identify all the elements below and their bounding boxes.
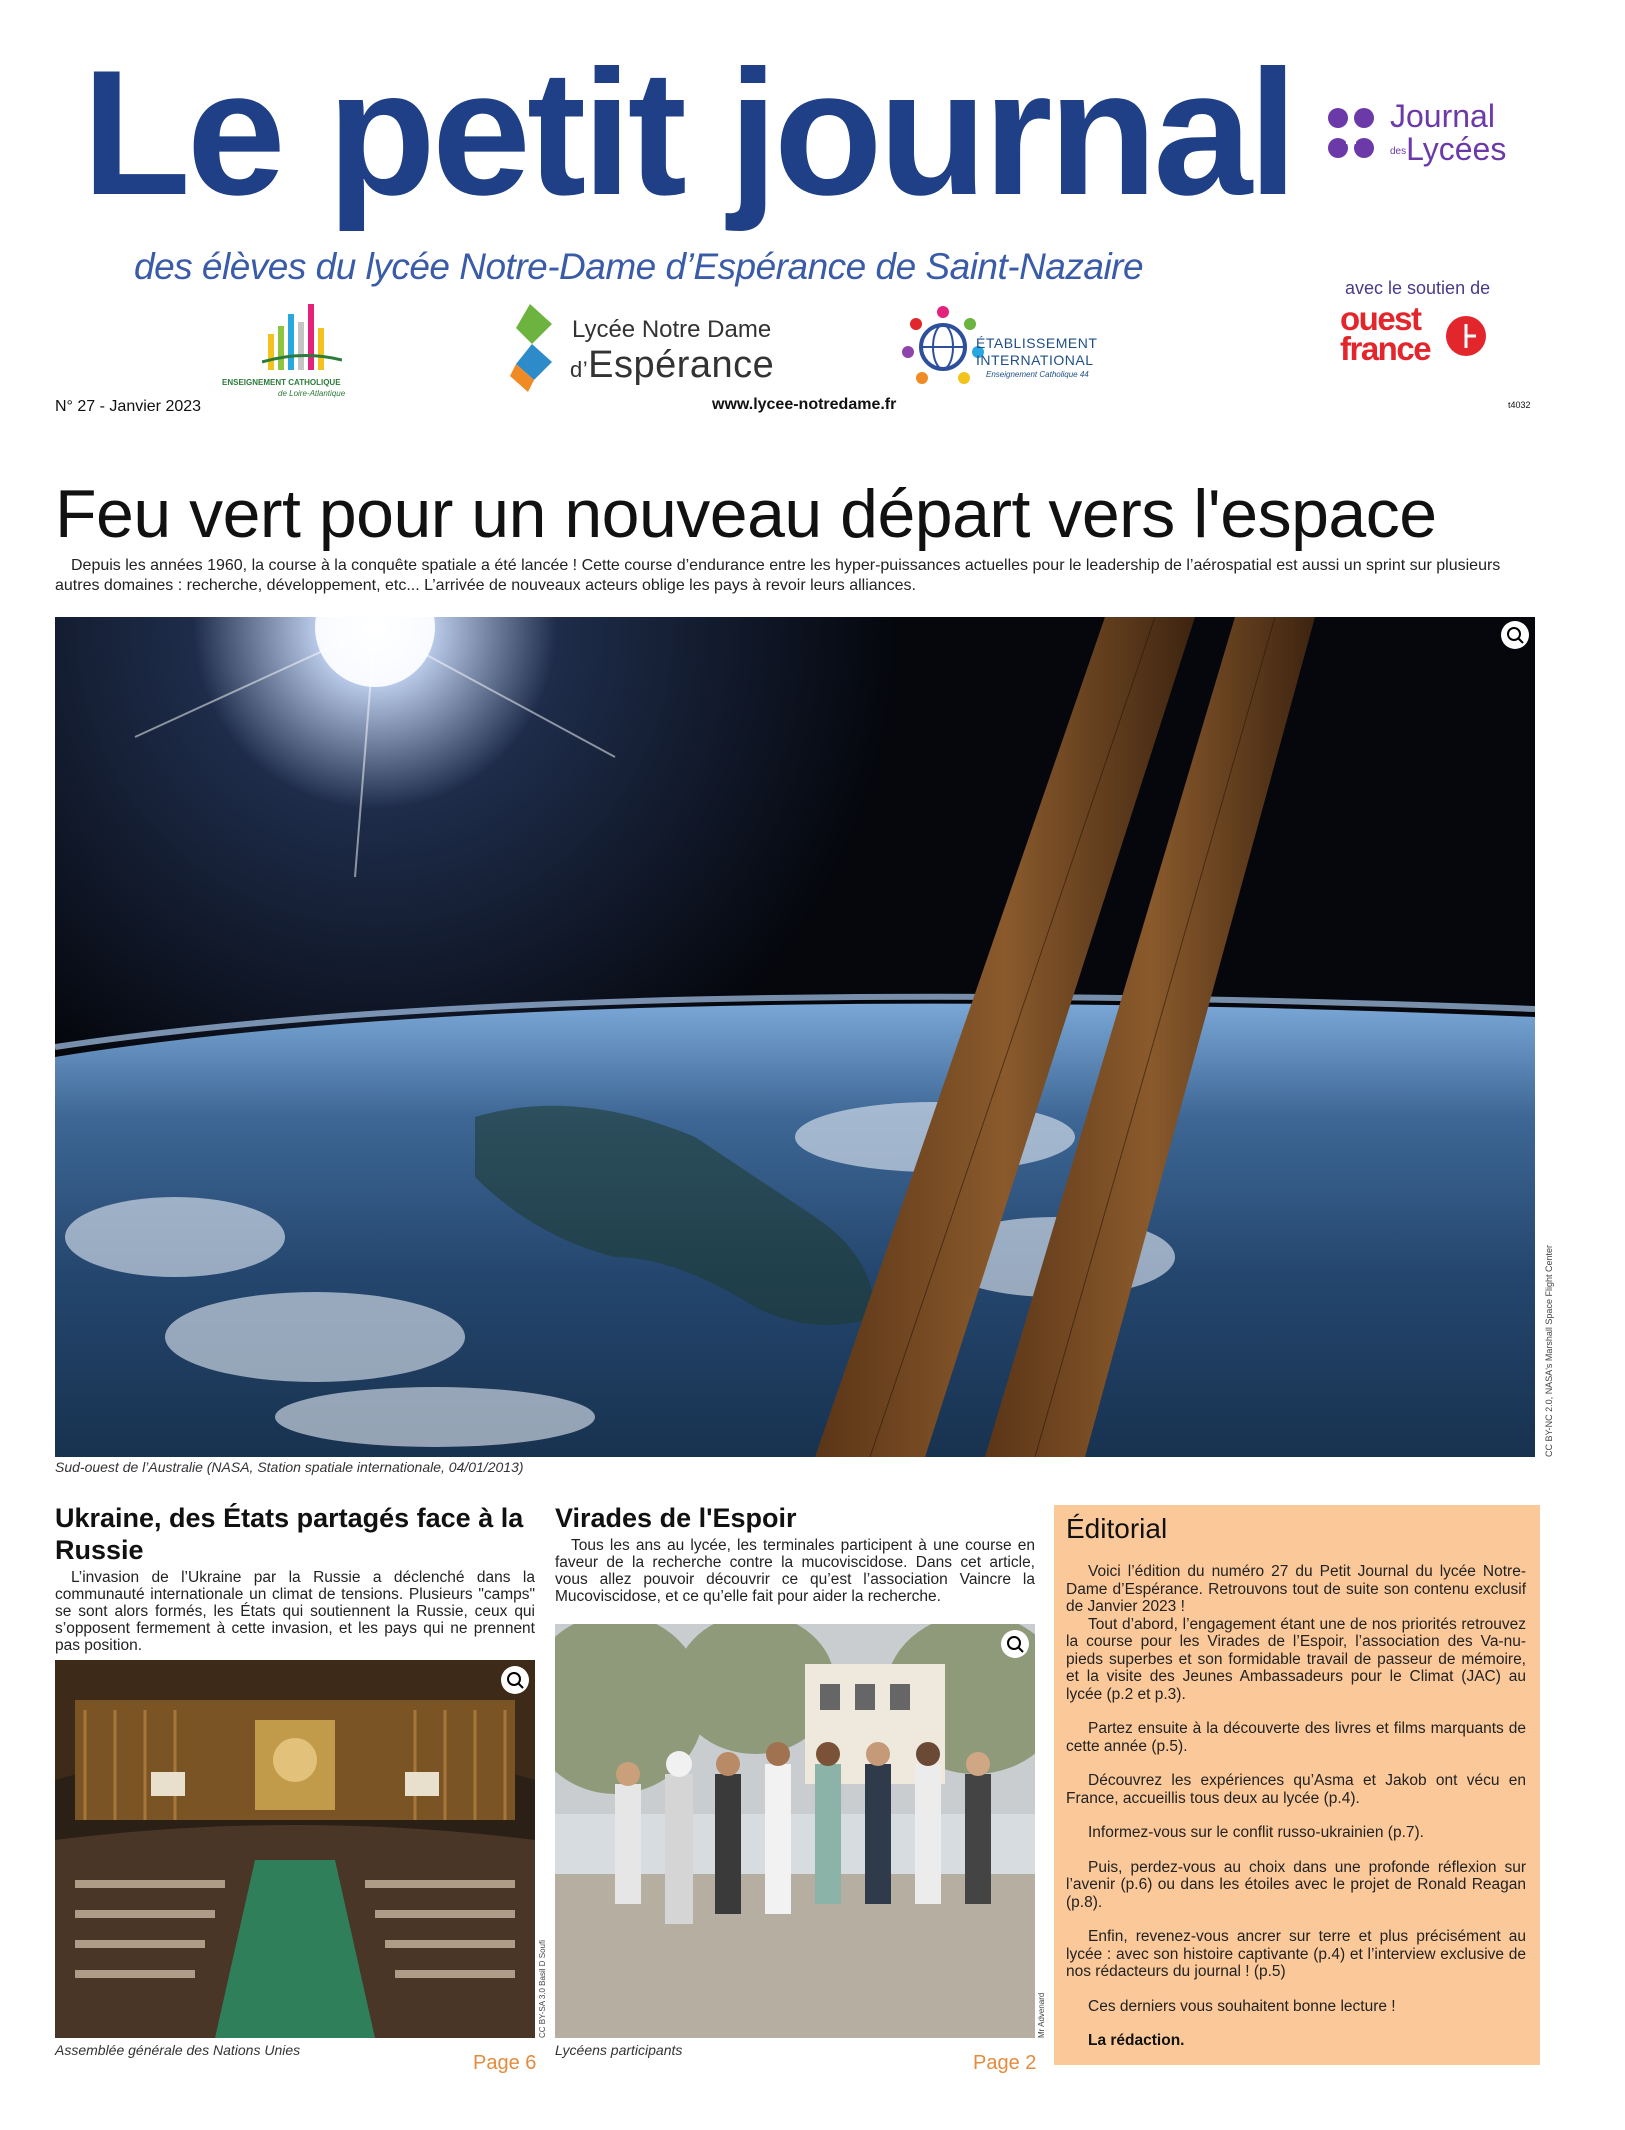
editorial-title: Éditorial [1066, 1513, 1168, 1544]
editorial-box [1054, 1505, 1540, 2065]
editorial-paragraph: Voici l’édition du numéro 27 du Petit Journal du lycée Notre-Dame d’Espérance. Retrouvons tout de suite son contenu exclusif de Janvier 2023 ! [1066, 1563, 1526, 1615]
lead-photo-caption: Sud-ouest de l’Australie (NASA, Station spatiale internationale, 04/01/2013) [55, 1459, 524, 1475]
virades-body: Tous les ans au lycée, les terminales participent à une course en faveur de la recherche contre la mucoviscidose. Dans cet article, vous allez pouvoir découvrir ce qu’est l’association Vaincre la Mucoviscidose, et ce qu’elle fait pour aider la recherche. [555, 1537, 1035, 1605]
lead-lede: Depuis les années 1960, la course à la conquête spatiale a été lancée ! Cette course d’endurance entre les hyper-puissances actuelles pour le leadership de l’aérospatial est aussi un sprint sur plusieurs autres domaines : recherche, développement, etc... L’arrivée de nouveaux acteurs oblige les pays à revoir leurs alliances. [55, 557, 1501, 594]
lycee-logo-prefix: d’ [570, 357, 589, 382]
editorial-paragraph: Tout d’abord, l’engagement étant une de nos priorités retrouvez la course pour les Virades de l’Espoir, l’association des Va-nu-pieds superbes et son formidable travail de passeur de mémoire, et la visite des Jeunes Ambassadeurs pour le Climat (JAC) au lycée (p.2 et p.3). [1066, 1615, 1526, 1703]
support-label: avec le soutien de [1345, 278, 1491, 298]
ei-logo-line1: ÉTABLISSEMENT [976, 335, 1098, 351]
editorial-paragraph: Puis, perdez-vous au choix dans une profonde réflexion sur l’avenir (p.6) ou dans les étoiles avec le projet de Ronald Reagan (p.8). [1066, 1858, 1526, 1911]
ouest-france-circle-icon [1446, 316, 1486, 356]
ec-logo-text: ENSEIGNEMENT CATHOLIQUE [222, 378, 341, 387]
ukraine-page-link[interactable]: Page 6 [473, 2052, 537, 2074]
virades-photo[interactable] [555, 1624, 1035, 2038]
editorial-paragraph: Partez ensuite à la découverte des livres et films marquants de cette année (p.5). [1066, 1720, 1526, 1755]
virades-photo-caption: Lycéens participants [555, 2042, 683, 2058]
ouest-france-logo [1340, 300, 1431, 367]
website-link[interactable]: www.lycee-notredame.fr [712, 396, 897, 413]
ouest-france-line1: ouest [1340, 300, 1421, 337]
virades-photo-credit: Mr Advenard [1037, 1992, 1046, 2038]
jdl-logo-small: des [1390, 146, 1407, 158]
lycee-logo-line2: Espérance [588, 344, 775, 386]
ei-logo-line3: Enseignement Catholique 44 [986, 370, 1089, 379]
zoom-icon[interactable] [501, 1666, 529, 1694]
virades-title: Virades de l'Espoir [555, 1503, 797, 1533]
masthead-subtitle: des élèves du lycée Notre-Dame d’Espérance de Saint-Nazaire [134, 246, 1144, 287]
lead-photo[interactable] [55, 617, 1535, 1457]
issue-number: N° 27 - Janvier 2023 [55, 398, 202, 415]
ei-logo-line2: INTERNATIONAL [976, 352, 1094, 368]
lycee-notre-dame-logo-icon [508, 300, 558, 396]
ouest-france-line2: france [1340, 330, 1431, 367]
enseignement-catholique-logo [262, 300, 342, 372]
ukraine-body: L’invasion de l’Ukraine par la Russie a déclenché dans la communauté internationale un climat de tensions. Plusieurs "camps" se sont alors formés, les États qui soutiennent la Russie, ceux qui s’opposent fermement à cette invasion, et les pays qui ne prennent pas position. [55, 1569, 535, 1654]
ukraine-photo-credit: CC BY-SA 3.0 Basil D Soufi [538, 1940, 547, 2038]
editorial-paragraph: Informez-vous sur le conflit russo-ukrainien (p.7). [1088, 1824, 1424, 1841]
editorial-paragraph: Découvrez les expériences qu’Asma et Jakob ont vécu en France, accueillis tous deux au lycée (p.4). [1066, 1772, 1526, 1807]
editorial-paragraph: Ces derniers vous souhaitent bonne lecture ! [1088, 1997, 1396, 2015]
zoom-icon[interactable] [1501, 621, 1529, 649]
etablissement-international-logo [898, 302, 988, 392]
zoom-icon[interactable] [1001, 1630, 1029, 1658]
masthead-title: Le petit journal [82, 33, 1294, 232]
editorial-signature: La rédaction. [1088, 2032, 1185, 2049]
issue-code: t4032 [1508, 400, 1531, 410]
ukraine-photo[interactable] [55, 1660, 535, 2038]
ec-logo-subtext: de Loire-Atlantique [278, 389, 346, 398]
jdl-logo-line2: Lycées [1406, 131, 1507, 167]
ukraine-title: Ukraine, des États partagés face à la Russie [55, 1503, 524, 1565]
lycee-logo-line1: Lycée Notre Dame [572, 316, 772, 343]
editorial-paragraph: Enfin, revenez-vous ancrer sur terre et plus précisément au lycée : avec son histoire captivante (p.4) et l’interview exclusive de nos rédacteurs du journal ! (p.5) [1066, 1928, 1526, 1980]
ukraine-photo-caption: Assemblée générale des Nations Unies [55, 2042, 301, 2058]
lead-photo-credit: CC BY-NC 2.0, NASA's Marshall Space Flight Center [1544, 1245, 1554, 1457]
virades-page-link[interactable]: Page 2 [973, 2052, 1037, 2074]
lead-headline: Feu vert pour un nouveau départ vers l'espace [55, 476, 1437, 552]
jdl-logo-line1: Journal [1390, 98, 1495, 134]
